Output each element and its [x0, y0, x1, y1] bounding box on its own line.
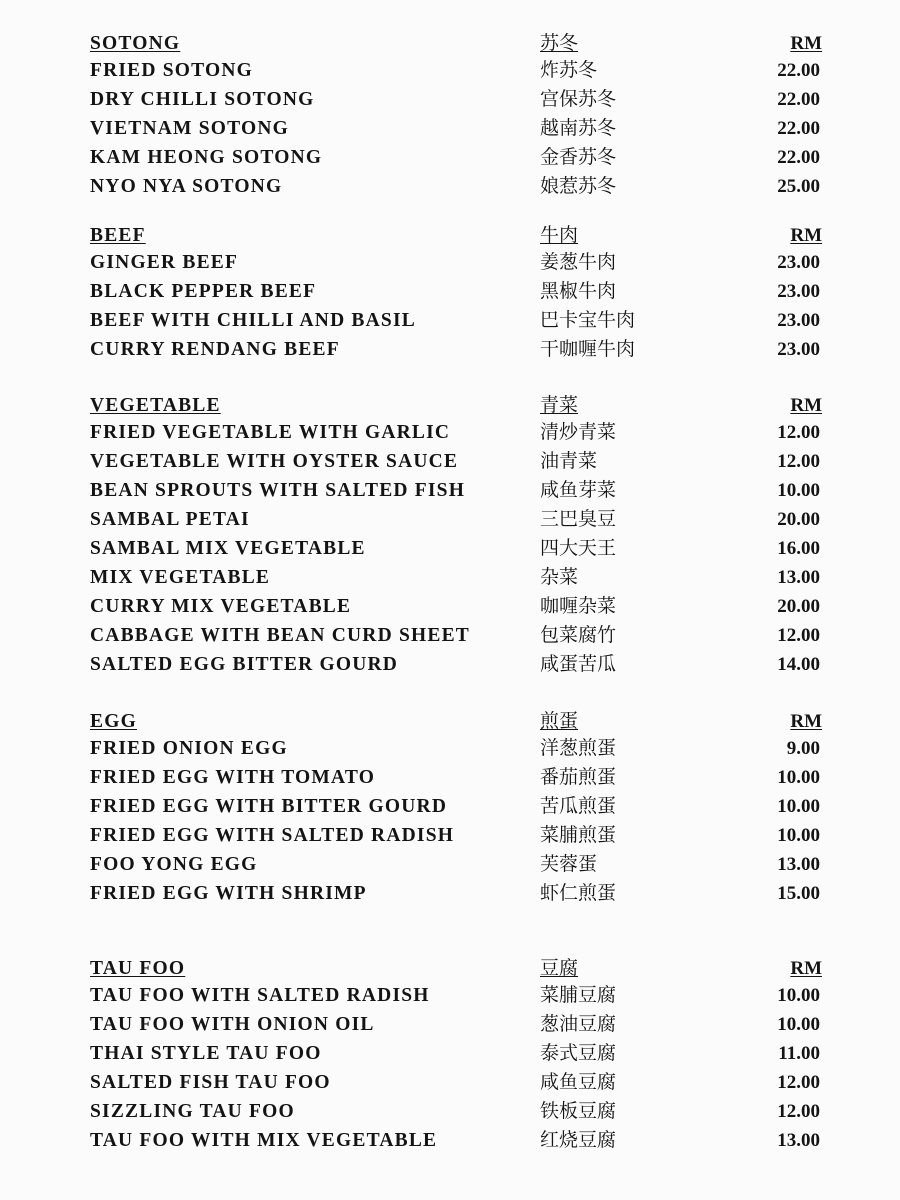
item-price: 10.00: [777, 825, 820, 846]
currency-label: RM: [790, 33, 822, 54]
item-price: 25.00: [777, 176, 820, 197]
item-price: 22.00: [777, 89, 820, 110]
item-price: 12.00: [777, 451, 820, 472]
item-price: 13.00: [777, 854, 820, 875]
item-name-zh: 铁板豆腐: [540, 1100, 617, 1122]
menu-section-tau-foo: [0, 955, 900, 1156]
menu-section-egg: [0, 708, 900, 909]
menu-item: [0, 535, 900, 564]
section-title-zh: 煎蛋: [540, 710, 579, 732]
item-name-en: FRIED EGG WITH BITTER GOURD: [90, 796, 448, 817]
menu-item: [0, 793, 900, 822]
item-price: 23.00: [777, 310, 820, 331]
item-name-zh: 清炒青菜: [540, 421, 617, 443]
item-name-zh: 番茄煎蛋: [540, 766, 617, 788]
section-title-en: BEEF: [90, 225, 146, 246]
menu-item: [0, 336, 900, 365]
menu-item: [0, 1040, 900, 1069]
menu-item: [0, 278, 900, 307]
item-name-zh: 金香苏冬: [540, 146, 617, 168]
item-price: 9.00: [786, 738, 820, 759]
menu-item: [0, 1069, 900, 1098]
item-name-en: VEGETABLE WITH OYSTER SAUCE: [90, 451, 459, 472]
item-name-zh: 咖喱杂菜: [540, 595, 617, 617]
item-price: 10.00: [777, 796, 820, 817]
item-name-zh: 咸鱼芽菜: [540, 479, 617, 501]
menu-item: [0, 735, 900, 764]
item-name-zh: 包菜腐竹: [540, 624, 617, 646]
menu-item: [0, 173, 900, 202]
item-name-zh: 葱油豆腐: [540, 1013, 617, 1035]
item-name-zh: 巴卡宝牛肉: [540, 309, 636, 331]
item-name-en: SAMBAL MIX VEGETABLE: [90, 538, 366, 559]
item-price: 23.00: [777, 281, 820, 302]
section-header: [0, 392, 900, 419]
item-name-en: SALTED FISH TAU FOO: [90, 1072, 331, 1093]
section-header: [0, 955, 900, 982]
item-name-en: BEEF WITH CHILLI AND BASIL: [90, 310, 416, 331]
item-name-en: SAMBAL PETAI: [90, 509, 250, 530]
item-price: 10.00: [777, 985, 820, 1006]
item-name-zh: 菜脯煎蛋: [540, 824, 617, 846]
item-name-en: TAU FOO WITH MIX VEGETABLE: [90, 1130, 438, 1151]
item-price: 20.00: [777, 596, 820, 617]
menu-section-vegetable: [0, 392, 900, 680]
menu-item: [0, 307, 900, 336]
item-name-zh: 泰式豆腐: [540, 1042, 617, 1064]
menu-section-sotong: [0, 30, 900, 202]
item-name-en: THAI STYLE TAU FOO: [90, 1043, 322, 1064]
item-name-zh: 三巴臭豆: [540, 508, 617, 530]
section-title-en: SOTONG: [90, 33, 181, 54]
menu-item: [0, 764, 900, 793]
item-price: 14.00: [777, 654, 820, 675]
item-price: 22.00: [777, 147, 820, 168]
item-name-en: CURRY MIX VEGETABLE: [90, 596, 352, 617]
item-price: 22.00: [777, 60, 820, 81]
item-name-zh: 姜葱牛肉: [540, 251, 617, 273]
item-name-en: FRIED EGG WITH SALTED RADISH: [90, 825, 455, 846]
item-name-zh: 娘惹苏冬: [540, 175, 617, 197]
item-price: 15.00: [777, 883, 820, 904]
item-name-zh: 干咖喱牛肉: [540, 338, 636, 360]
menu-item: [0, 622, 900, 651]
item-name-en: BEAN SPROUTS WITH SALTED FISH: [90, 480, 466, 501]
item-name-en: NYO NYA SOTONG: [90, 176, 283, 197]
menu-item: [0, 564, 900, 593]
menu-item: [0, 1098, 900, 1127]
item-name-zh: 黑椒牛肉: [540, 280, 617, 302]
item-price: 16.00: [777, 538, 820, 559]
menu-item: [0, 1127, 900, 1156]
item-name-zh: 芙蓉蛋: [540, 853, 598, 875]
item-name-en: FRIED SOTONG: [90, 60, 254, 81]
section-title-zh: 青菜: [540, 394, 579, 416]
item-price: 13.00: [777, 1130, 820, 1151]
item-name-zh: 宫保苏冬: [540, 88, 617, 110]
menu-item: [0, 822, 900, 851]
menu-item: [0, 249, 900, 278]
item-name-en: FRIED EGG WITH SHRIMP: [90, 883, 367, 904]
menu-item: [0, 593, 900, 622]
item-name-zh: 越南苏冬: [540, 117, 617, 139]
menu-item: [0, 506, 900, 535]
item-name-zh: 四大天王: [540, 537, 617, 559]
item-name-en: SALTED EGG BITTER GOURD: [90, 654, 399, 675]
section-header: [0, 30, 900, 57]
item-name-en: FRIED ONION EGG: [90, 738, 288, 759]
section-title-en: EGG: [90, 711, 137, 732]
menu-item: [0, 1011, 900, 1040]
section-header: [0, 708, 900, 735]
menu-section-beef: [0, 222, 900, 365]
menu-item: [0, 419, 900, 448]
item-name-en: CURRY RENDANG BEEF: [90, 339, 340, 360]
item-price: 10.00: [777, 767, 820, 788]
item-price: 20.00: [777, 509, 820, 530]
item-name-zh: 油青菜: [540, 450, 598, 472]
item-price: 12.00: [777, 422, 820, 443]
menu-item: [0, 477, 900, 506]
item-name-zh: 杂菜: [540, 566, 579, 588]
item-name-zh: 洋葱煎蛋: [540, 737, 617, 759]
item-name-en: KAM HEONG SOTONG: [90, 147, 323, 168]
currency-label: RM: [790, 711, 822, 732]
section-title-zh: 牛肉: [540, 224, 579, 246]
item-price: 12.00: [777, 1101, 820, 1122]
item-price: 22.00: [777, 118, 820, 139]
item-name-zh: 苦瓜煎蛋: [540, 795, 617, 817]
currency-label: RM: [790, 958, 822, 979]
menu-item: [0, 144, 900, 173]
item-price: 23.00: [777, 339, 820, 360]
item-price: 11.00: [778, 1043, 820, 1064]
currency-label: RM: [790, 395, 822, 416]
menu-item: [0, 982, 900, 1011]
item-name-en: SIZZLING TAU FOO: [90, 1101, 295, 1122]
menu-item: [0, 115, 900, 144]
item-name-en: VIETNAM SOTONG: [90, 118, 290, 139]
item-name-zh: 炸苏冬: [540, 59, 598, 81]
section-title-en: TAU FOO: [90, 958, 186, 979]
item-name-zh: 虾仁煎蛋: [540, 882, 617, 904]
item-price: 10.00: [777, 480, 820, 501]
item-name-en: TAU FOO WITH ONION OIL: [90, 1014, 375, 1035]
menu-item: [0, 651, 900, 680]
item-price: 23.00: [777, 252, 820, 273]
menu-item: [0, 86, 900, 115]
currency-label: RM: [790, 225, 822, 246]
section-title-zh: 苏冬: [540, 32, 579, 54]
menu-item: [0, 448, 900, 477]
item-name-en: FRIED VEGETABLE WITH GARLIC: [90, 422, 451, 443]
item-price: 13.00: [777, 567, 820, 588]
menu-item: [0, 851, 900, 880]
section-header: [0, 222, 900, 249]
item-name-en: MIX VEGETABLE: [90, 567, 271, 588]
item-name-en: DRY CHILLI SOTONG: [90, 89, 315, 110]
item-name-en: GINGER BEEF: [90, 252, 239, 273]
item-price: 12.00: [777, 1072, 820, 1093]
item-price: 12.00: [777, 625, 820, 646]
item-name-en: BLACK PEPPER BEEF: [90, 281, 317, 302]
item-name-en: TAU FOO WITH SALTED RADISH: [90, 985, 430, 1006]
item-name-en: FRIED EGG WITH TOMATO: [90, 767, 376, 788]
menu-item: [0, 57, 900, 86]
item-name-en: CABBAGE WITH BEAN CURD SHEET: [90, 625, 470, 646]
menu-item: [0, 880, 900, 909]
item-name-en: FOO YONG EGG: [90, 854, 258, 875]
item-name-zh: 咸鱼豆腐: [540, 1071, 617, 1093]
section-title-zh: 豆腐: [540, 957, 579, 979]
item-price: 10.00: [777, 1014, 820, 1035]
item-name-zh: 咸蛋苦瓜: [540, 653, 617, 675]
section-title-en: VEGETABLE: [90, 395, 221, 416]
item-name-zh: 菜脯豆腐: [540, 984, 617, 1006]
item-name-zh: 红烧豆腐: [540, 1129, 617, 1151]
